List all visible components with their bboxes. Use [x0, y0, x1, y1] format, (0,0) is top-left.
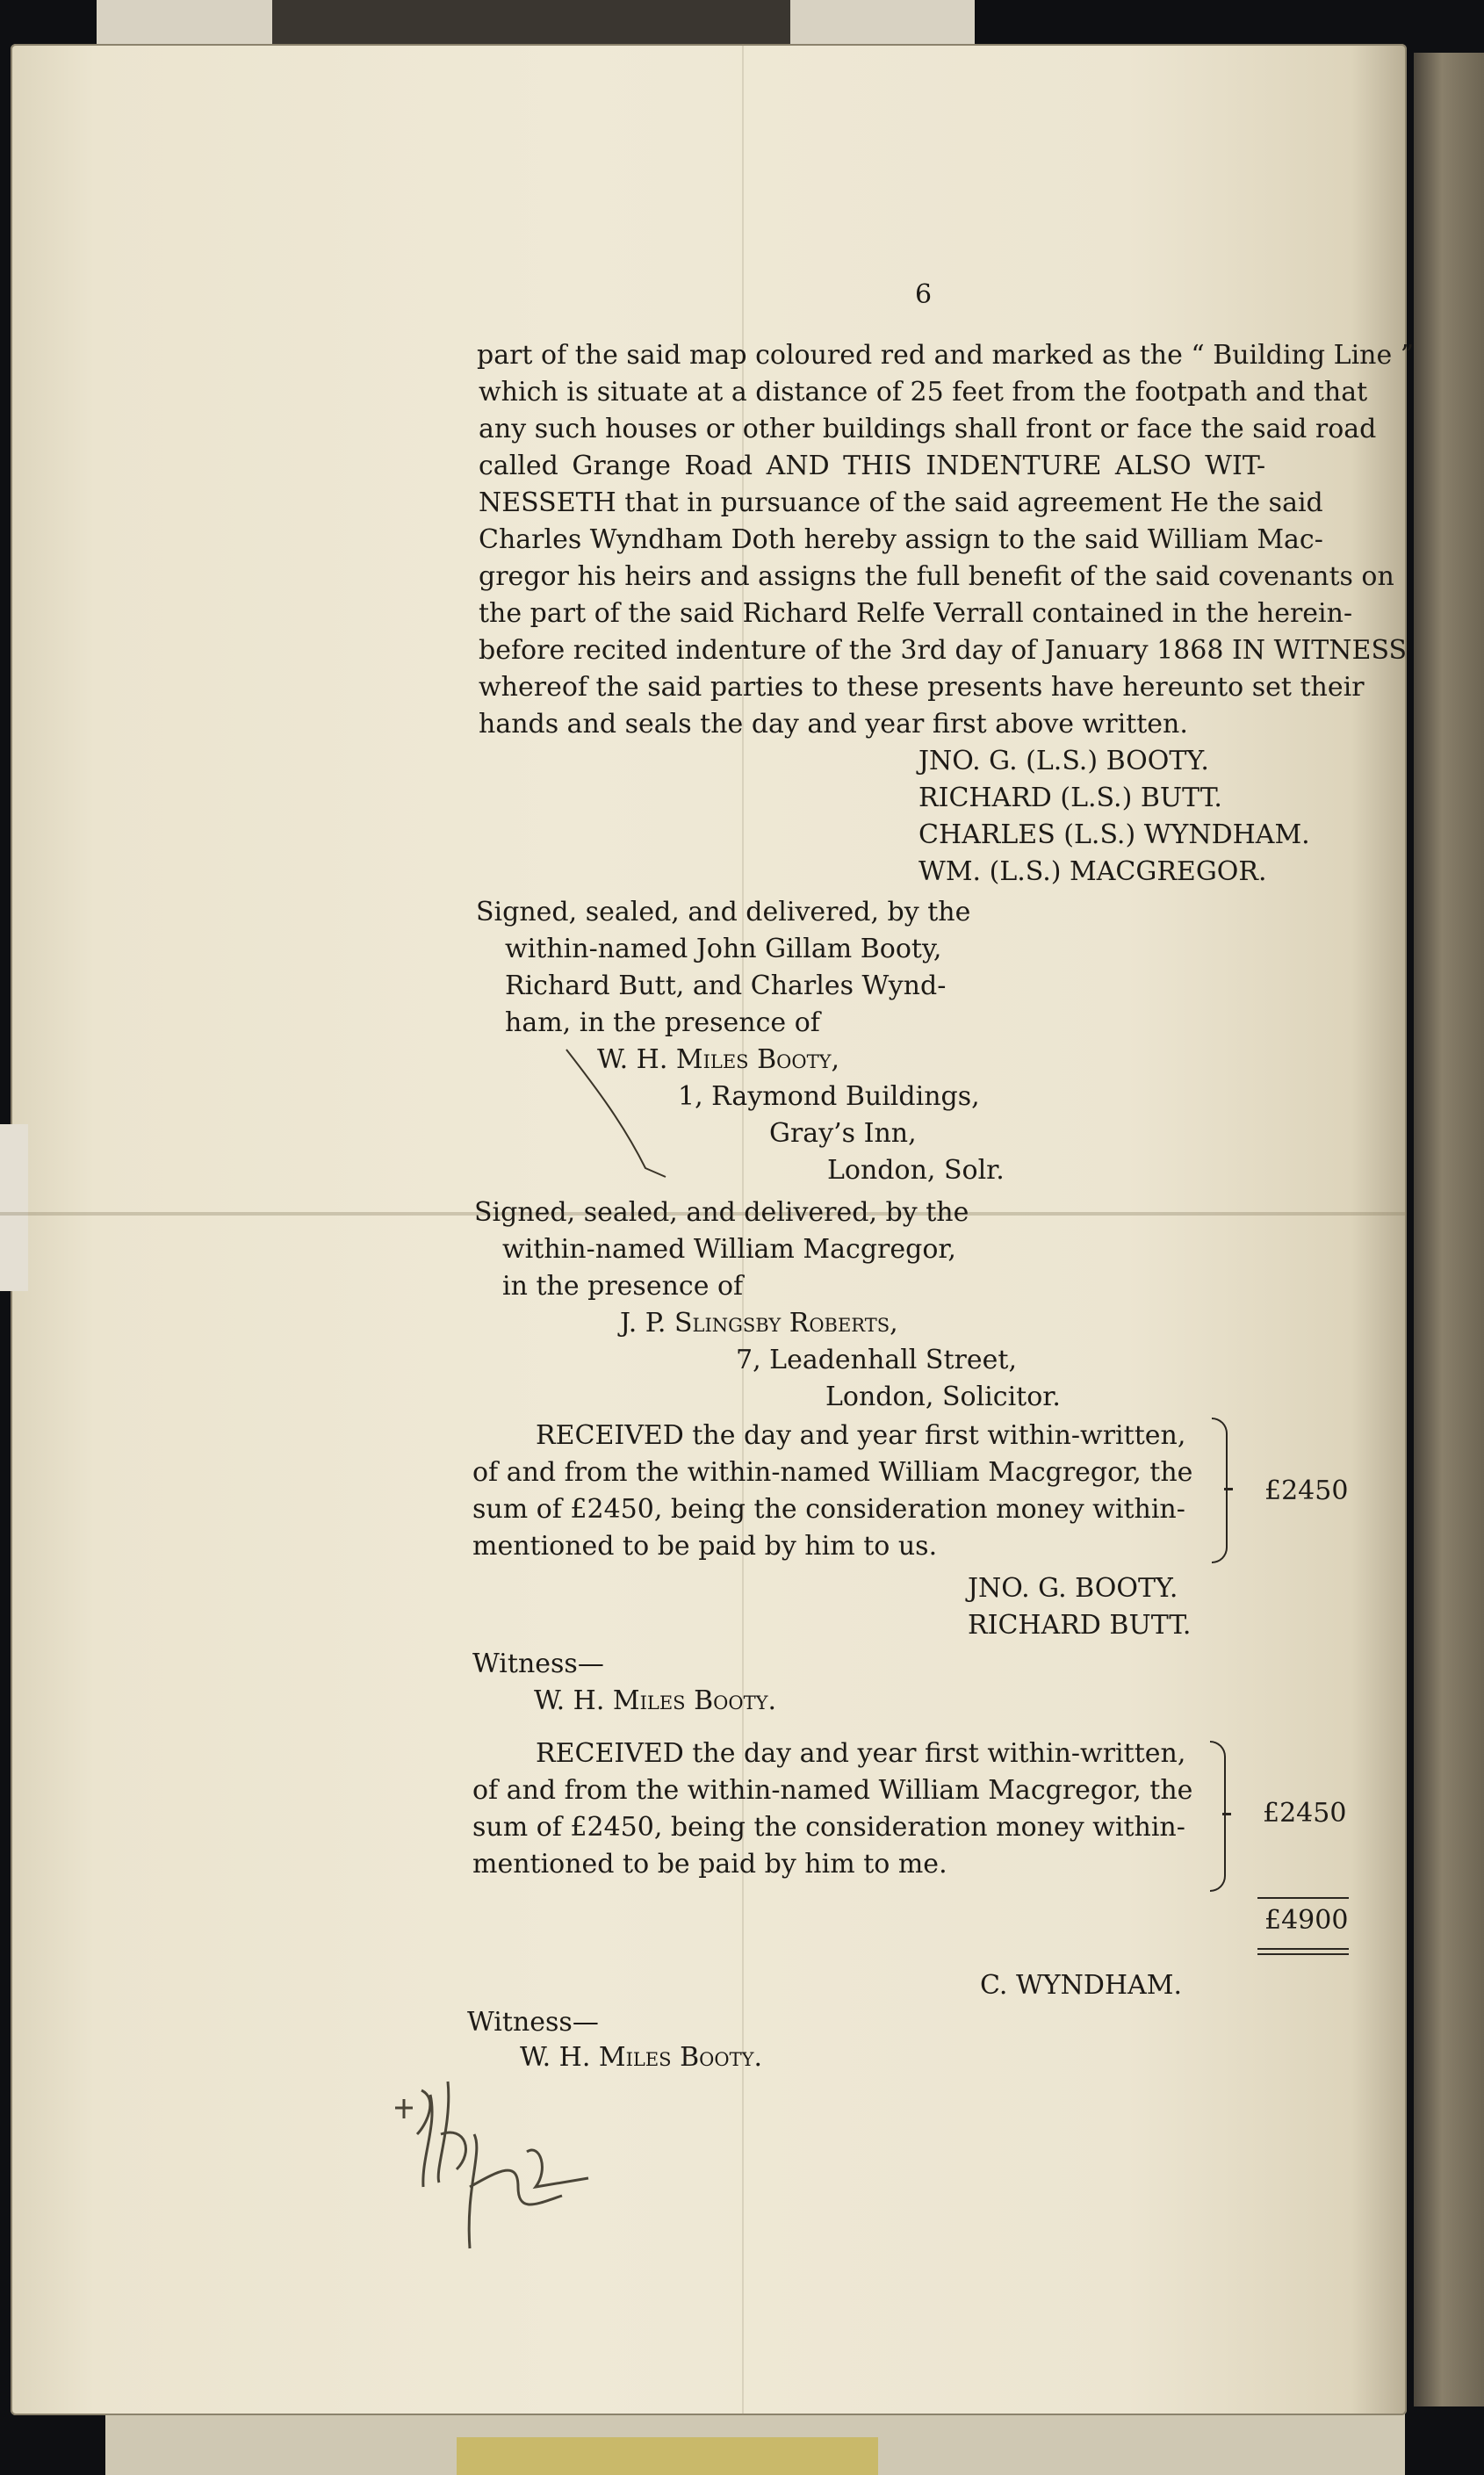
receipt-signatory: RICHARD BUTT. [968, 1610, 1192, 1641]
witness-address: 1, Raymond Buildings, [678, 1081, 980, 1112]
total-rule-double [1257, 1953, 1349, 1955]
receipt-brace [1212, 1418, 1228, 1563]
receipt-signatory: JNO. G. BOOTY. [968, 1573, 1178, 1604]
body-line: before recited indenture of the 3rd day of January 1868 IN WITNESS [479, 635, 1408, 666]
attestation-line: ham, in the presence of [505, 1007, 820, 1038]
body-line: whereof the said parties to these presents have hereunto set their [479, 672, 1365, 703]
body-line: NESSETH that in pursuance of the said agreement He the said [479, 487, 1323, 518]
attestation-line: within-named John Gillam Booty, [505, 934, 942, 964]
witness-label: Witness— [467, 2007, 599, 2038]
receipt-line: sum of £2450, being the consideration money within- [472, 1494, 1185, 1525]
receipt-line: RECEIVED the day and year first within-written, [536, 1738, 1186, 1769]
receipt-line: mentioned to be paid by him to us. [472, 1531, 938, 1562]
seal-signature: JNO. G. (L.S.) BOOTY. [918, 746, 1209, 776]
witness-address: 7, Leadenhall Street, [736, 1345, 1017, 1375]
total-rule-top [1257, 1897, 1349, 1899]
body-line: gregor his heirs and assigns the full benefit of the said covenants on [479, 561, 1394, 592]
body-line: the part of the said Richard Relfe Verrall contained in the herein- [479, 598, 1353, 629]
receipt-brace [1210, 1741, 1226, 1892]
attestation-line: Richard Butt, and Charles Wynd- [505, 971, 947, 1001]
receipt-line: mentioned to be paid by him to me. [472, 1849, 947, 1880]
witness-label: Witness— [472, 1649, 604, 1679]
receipt-brace-tip [1222, 1813, 1231, 1815]
attestation-line: Signed, sealed, and delivered, by the [474, 1197, 969, 1228]
witness-name: W. H. Miles Booty. [520, 2042, 762, 2073]
receipt-line: RECEIVED the day and year first within-written, [536, 1420, 1186, 1451]
left-paper-tab [0, 1124, 28, 1291]
receipt-line: sum of £2450, being the consideration money within- [472, 1812, 1185, 1843]
body-line: any such houses or other buildings shall front or face the said road [479, 414, 1377, 444]
seal-signature: CHARLES (L.S.) WYNDHAM. [918, 819, 1310, 850]
attestation-line: in the presence of [502, 1271, 744, 1302]
witness-address: London, Solicitor. [825, 1382, 1061, 1412]
receipt-amount: £2450 [1264, 1476, 1349, 1506]
receipt-line: of and from the within-named William Macgregor, the [472, 1457, 1193, 1488]
witness-address: London, Solr. [827, 1155, 1005, 1186]
witness-name: W. H. Miles Booty. [534, 1685, 776, 1716]
handwritten-mark [386, 2073, 623, 2257]
receipt-signatory: C. WYNDHAM. [980, 1970, 1182, 2001]
body-line: part of the said map coloured red and marked as the “ Building Line ” [477, 340, 1415, 371]
total-rule-bottom [1257, 1948, 1349, 1950]
pen-stroke-connector [562, 1045, 676, 1186]
receipt-total: £4900 [1264, 1905, 1349, 1936]
body-line: called Grange Road AND THIS INDENTURE ALSO WIT- [479, 451, 1266, 481]
receipt-brace-tip [1224, 1488, 1233, 1490]
attestation-line: within-named William Macgregor, [502, 1234, 956, 1265]
book-spine-right [1414, 53, 1484, 2406]
page-number: 6 [915, 279, 933, 310]
receipt-line: of and from the within-named William Macgregor, the [472, 1775, 1193, 1806]
attestation-line: Signed, sealed, and delivered, by the [476, 897, 971, 927]
body-line: hands and seals the day and year first above written. [479, 709, 1188, 740]
witness-name: W. H. Miles Booty, [597, 1044, 839, 1075]
underlying-yellow-sheet [457, 2437, 878, 2475]
body-line: which is situate at a distance of 25 feet from the footpath and that [479, 377, 1368, 408]
witness-address: Gray’s Inn, [769, 1118, 917, 1149]
body-line: Charles Wyndham Doth hereby assign to the said William Mac- [479, 524, 1323, 555]
seal-signature: WM. (L.S.) MACGREGOR. [918, 856, 1267, 887]
witness-name: J. P. Slingsby Roberts, [620, 1308, 898, 1339]
seal-signature: RICHARD (L.S.) BUTT. [918, 783, 1222, 813]
receipt-amount: £2450 [1263, 1798, 1347, 1829]
